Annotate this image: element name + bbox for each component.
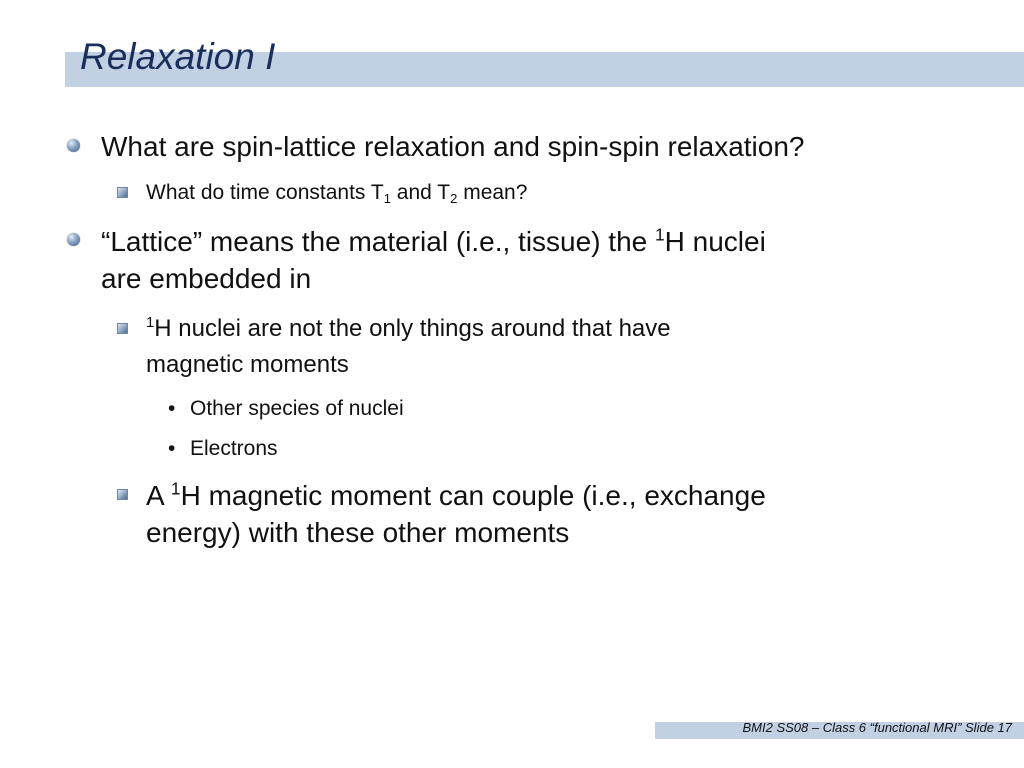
bullet-coupling: A $^1$H magnetic moment can couple (i.e., exchange energy) with these other moments <box>146 478 766 548</box>
bullet-other-species: Other species of nuclei <box>190 397 404 420</box>
square-bullet-icon <box>117 187 128 198</box>
bullet-lattice-definition: “Lattice” means the material (i.e., tissue) the $^1$H nuclei are embedded in <box>101 224 766 294</box>
bullet-other-magnetic-moments: $^1$H nuclei are not the only things around that have magnetic moments <box>146 315 671 378</box>
slide-title: Relaxation I <box>80 36 276 77</box>
bullet-electrons: Electrons <box>190 437 278 460</box>
bullet-spin-relaxation-question: What are spin-lattice relaxation and spin-spin relaxation? <box>101 131 805 162</box>
square-bullet-icon <box>117 489 128 500</box>
square-bullet-icon <box>117 323 128 334</box>
slide-footer: BMI2 SS08 – Class 6 “functional MRI” Slide 17 <box>742 720 1012 735</box>
round-bullet-icon <box>67 139 80 152</box>
dot-bullet-icon: • <box>168 397 176 420</box>
bullet-time-constants: What do time constants $T_1$ and $T_2$ mean? <box>146 181 528 206</box>
dot-bullet-icon: • <box>168 437 176 460</box>
round-bullet-icon <box>67 233 80 246</box>
